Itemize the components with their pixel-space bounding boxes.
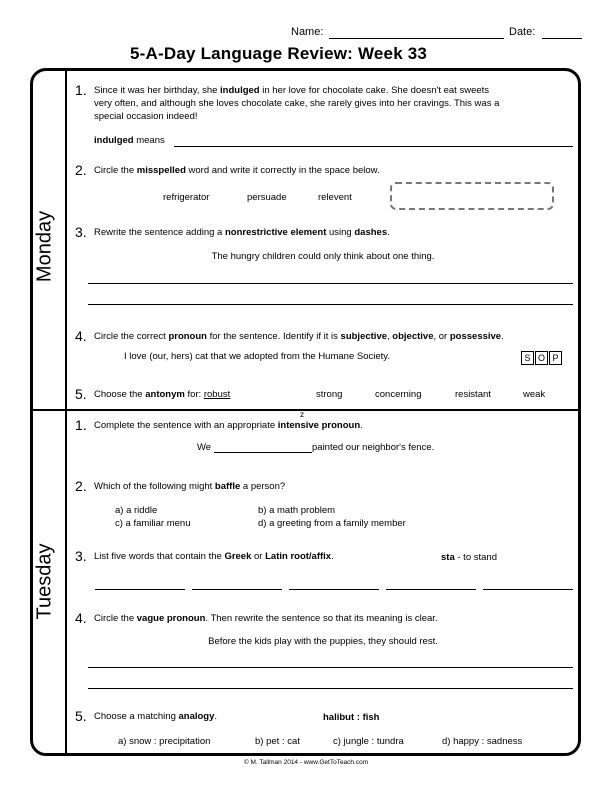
t-q4-prompt: Circle the vague pronoun. Then rewrite the sentence so that its meaning is clear. [94, 613, 438, 624]
t-q4-answer-line-2[interactable] [88, 688, 573, 689]
m-q2-number: 2. [75, 162, 87, 178]
m-q5-prompt: Choose the antonym for: robust [94, 389, 231, 400]
t-q3-prompt: List five words that contain the Greek or Latin root/affix. [94, 551, 334, 562]
t-q2-option[interactable]: c) a familiar menu [115, 518, 191, 529]
t-q1-number: 1. [75, 417, 87, 433]
m-q2-answer-box[interactable] [390, 182, 554, 210]
m-q2-prompt: Circle the misspelled word and write it correctly in the space below. [94, 165, 380, 176]
m-q4-number: 4. [75, 328, 87, 344]
date-field[interactable] [542, 38, 582, 39]
t-q2-option[interactable]: b) a math problem [258, 505, 336, 516]
t-q3-answer-line[interactable] [386, 589, 476, 590]
m-q4-sop-boxes [521, 348, 563, 366]
m-q3-prompt: Rewrite the sentence adding a nonrestrictive element using dashes. [94, 227, 390, 238]
t-q3-answer-line[interactable] [483, 589, 573, 590]
t-q1-prompt: Complete the sentence with an appropriate intensive pronoun. [94, 420, 363, 431]
m-q1-number: 1. [75, 82, 87, 98]
t-q2-option[interactable]: d) a greeting from a family member [258, 518, 406, 529]
t-q5-choice[interactable]: a) snow : precipitation [118, 736, 211, 747]
t-q3-root: sta - to stand [441, 552, 497, 563]
t-q2-option[interactable]: a) a riddle [115, 505, 158, 516]
t-q3-answer-line[interactable] [289, 589, 379, 590]
footer-copyright: © M. Tallman 2014 - www.GetToTeach.com [243, 759, 369, 766]
tuesday-label: Tuesday [33, 543, 56, 620]
name-label: Name: [291, 26, 324, 38]
m-q4-prompt: Circle the correct pronoun for the sentence. Identify if it is subjective, objective, or possessive. [94, 331, 504, 342]
m-q4-sentence[interactable]: I love (our, hers) cat that we adopted from the Humane Society. [124, 351, 390, 362]
t-q3-number: 3. [75, 548, 87, 564]
subjective-box[interactable]: S [521, 351, 534, 365]
m-q5-choice[interactable]: strong [316, 389, 343, 400]
t-q5-choice[interactable]: d) happy : sadness [442, 736, 523, 747]
m-q3-number: 3. [75, 224, 87, 240]
day-divider [31, 409, 580, 411]
m-q3-answer-line-1[interactable] [88, 283, 573, 284]
m-q5-number: 5. [75, 386, 87, 402]
page-title: 5-A-Day Language Review: Week 33 [130, 44, 428, 63]
m-q5-choice[interactable]: concerning [375, 389, 422, 400]
m-q1-prompt: indulged means [94, 135, 165, 146]
name-field[interactable] [329, 38, 504, 39]
t-q5-choice[interactable]: c) jungle : tundra [333, 736, 404, 747]
m-q2-word[interactable]: relevent [318, 192, 352, 203]
m-q3-answer-line-2[interactable] [88, 304, 573, 305]
m-q2-word[interactable]: persuade [247, 192, 287, 203]
t-q1-answer-line[interactable] [214, 452, 312, 453]
m-q5-choice[interactable]: weak [523, 389, 546, 400]
t-q3-answer-line[interactable] [192, 589, 282, 590]
possessive-box[interactable]: P [549, 351, 562, 365]
monday-label: Monday [33, 210, 56, 283]
t-q5-choice[interactable]: b) pet : cat [255, 736, 300, 747]
day-column-divider [65, 70, 67, 754]
m-q1-answer-line[interactable] [174, 146, 573, 147]
t-q1-sentence-start: We [197, 442, 212, 453]
t-q5-prompt: Choose a matching analogy. [94, 711, 218, 722]
stray-mark: z [300, 410, 304, 419]
t-q4-sentence[interactable]: Before the kids play with the puppies, they should rest. [208, 636, 438, 647]
t-q5-analogy: halibut : fish [323, 712, 380, 723]
m-q1-passage: Since it was her birthday, she indulged in her love for chocolate cake. She doesn't eat sweets very often, and although she loves chocolate cake, she rarely gives into her cravings. This was a special occasion indeed! [94, 85, 500, 122]
t-q4-number: 4. [75, 610, 87, 626]
m-q2-word[interactable]: refrigerator [163, 192, 210, 203]
m-q3-sentence: The hungry children could only think about one thing. [211, 251, 435, 262]
t-q4-answer-line-1[interactable] [88, 667, 573, 668]
t-q2-prompt: Which of the following might baffle a person? [94, 481, 286, 492]
t-q3-answer-line[interactable] [95, 589, 185, 590]
t-q5-number: 5. [75, 708, 87, 724]
t-q1-sentence-end: painted our neighbor's fence. [312, 442, 435, 453]
m-q5-choice[interactable]: resistant [455, 389, 491, 400]
t-q2-number: 2. [75, 478, 87, 494]
objective-box[interactable]: O [535, 351, 548, 365]
date-label: Date: [509, 26, 536, 38]
